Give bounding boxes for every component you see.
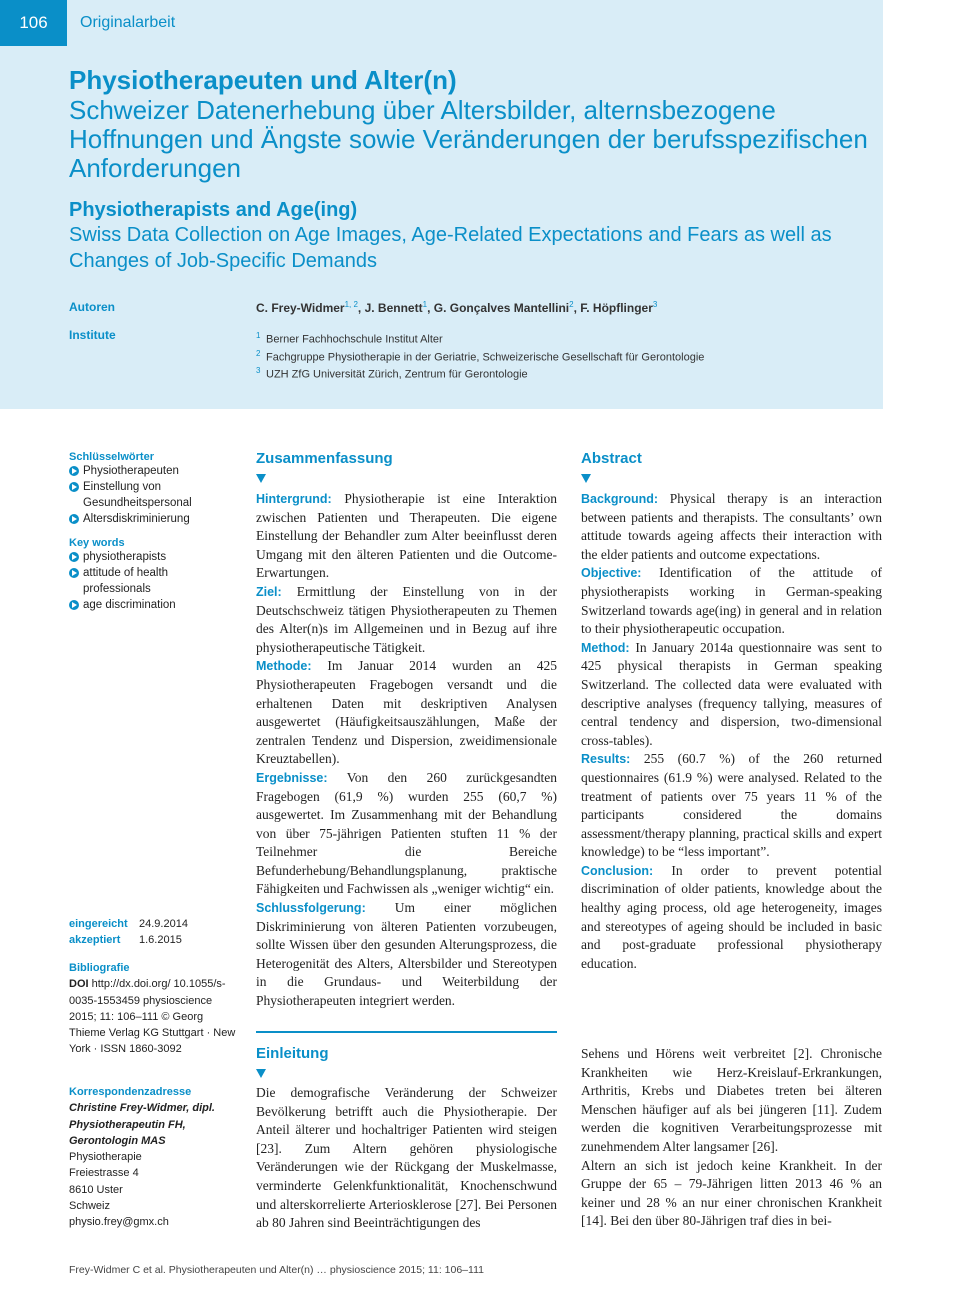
bibliography-text: http://dx.doi.org/ 10.1055/s-0035-1553459 physioscience 2015; 11: 106–111 © Georg Thieme Verlag KG Stuttgart · New York · ISSN 1860-3092 xyxy=(69,978,236,1056)
keywords-de-list xyxy=(69,463,224,527)
dates-block xyxy=(69,916,229,949)
author-name: F. Höpflinger xyxy=(580,301,653,315)
abstract-paragraph: Ziel: Ermittlung der Einstellung von in der Deutschschweiz tätigen Physiotherapeuten zu Themen des Alter(n)s im Allgemeinen und in Bezug auf ihre physiotherapeutische Tätigkeit. xyxy=(256,583,557,655)
author-affiliation: 3 xyxy=(652,300,658,309)
title-german: Physiotherapeuten und Alter(n) xyxy=(69,65,457,95)
abstract-section xyxy=(581,450,882,973)
institute-item: $^1$ Berner Fachhochschule Institut Alter xyxy=(256,331,443,346)
abstract-paragraph: Methode: Im Januar 2014 wurden an 425 Physiotherapeuten Fragebogen versandt und die erhaltenen Daten mit deskriptiven Analysen ausgewertet (Häufigkeitsauszählungen, Maße der zentralen Tendenz und Dispersion, zweidimensionale Kreuztabellen). xyxy=(256,658,557,767)
triangle-down-icon xyxy=(256,474,266,483)
author-name: G. Gonçalves Mantellini xyxy=(433,301,570,315)
body-paragraph: Sehens und Hörens weit verbreitet [2]. Chronische Krankheiten wie Herz-Kreislauf-Erkrankungen, Arthritis, Krebs und Diabetes treten bei älteren Menschen häufiger auf als bei jüngeren [11]. Zudem werden die kognitiven Verarbeitungsprozesse mit zunehmendem Alter langsamer [26]. xyxy=(581,1046,882,1154)
keywords-en-heading: Key words xyxy=(69,537,125,549)
author-affiliation: 1 xyxy=(422,300,428,309)
bullet-arrow-icon xyxy=(69,600,79,610)
keyword-item: physiotherapists xyxy=(69,549,224,565)
bullet-arrow-icon xyxy=(69,552,79,562)
einleitung-continued xyxy=(581,1045,882,1231)
keywords-block xyxy=(69,451,224,613)
address-line: Schweiz xyxy=(69,1200,110,1213)
address-line: Physiotherapie xyxy=(69,1151,142,1164)
address-line: 8610 Uster xyxy=(69,1183,123,1196)
institute-list xyxy=(256,329,704,382)
body-paragraph: Die demografische Veränderung der Schweizer Bevölkerung betrifft auch die Physiotherapie. Der Anteil älterer und hochaltriger Patienten wird steigen [23]. Zum Altern gehören physiologische Veränderungen wie der Rückgang der Muskelmasse, verminderte Gelenkfunktionalität, Knochenschwund und alterskorrelierte Arteriosklerose [27]. Bei Personen ab 80 Jahren sind Beeinträchtigungen des xyxy=(256,1085,557,1231)
keyword-item: Altersdiskriminierung xyxy=(69,511,224,527)
abstract-paragraph: Conclusion: In order to prevent potential discrimination of older patients, knowledge about the healthy aging process, old age heterogeneity, images and stereotypes of ageing should be included in basic and post-graduate professional physiotherapy education. xyxy=(581,862,882,971)
keyword-item: Einstellung von Gesundheitspersonal xyxy=(69,479,224,511)
abstract-paragraph: Ergebnisse: Von den 260 zurückgesandten Fragebogen (61,9 %) wurden 255 (60,7 %) ausgewertet. Im Zusammenhang mit der Behandlung von über 75-jährigen Patienten stuften 11 % der Teilnehmer die Bereiche Befunderhebung/Behandlungsplanung, praktische Fähigkeiten und Fachwissen als „weniger wichtig“ ein. xyxy=(256,769,557,897)
keyword-item: age discrimination xyxy=(69,597,224,613)
section-label: Originalarbeit xyxy=(80,14,176,31)
abstract-paragraph: Schlussfolgerung: Um einer möglichen Diskriminierung von älteren Patienten vorzubeugen, sollte Wissen über den gesunden Alterungsprozess, die Heterogenität des Alters, Altersbilder und Stereotypen in die Grundaus- und Weiterbildung der Physiotherapeuten integriert werden. xyxy=(256,900,557,1009)
authors-label: Autoren xyxy=(69,300,115,314)
email-address: physio.frey@gmx.ch xyxy=(69,1216,169,1229)
author-affiliation: 2 xyxy=(569,300,574,309)
section-divider xyxy=(256,1031,557,1033)
author-name: J. Bennett xyxy=(364,301,423,315)
zusammenfassung-heading: Zusammenfassung xyxy=(256,450,393,467)
abstract-paragraph: Results: 255 (60.7 %) of the 260 returned questionnaires (61.9 %) were analysed. Related to the treatment of patients over 75 years 11 % of the participants considered the domains assessment/therapy planning, practical skills and expert knowledge) to be “less important”. xyxy=(581,751,882,860)
received-date: 24.9.2014 xyxy=(139,918,188,930)
page-footer: Frey-Widmer C et al. Physiotherapeuten und Alter(n) … physioscience 2015; 11: 106–111 xyxy=(69,1264,484,1276)
author-list: C. Frey-Widmer$^{1, 2}$, J. Bennett$^1$, G. Gonçalves Mantellini$^2$, F. Höpflinger$^3$ xyxy=(256,300,658,315)
title-english: Physiotherapists and Age(ing) xyxy=(69,199,358,221)
triangle-down-icon xyxy=(581,474,591,483)
subtitle-german: Schweizer Datenerhebung über Altersbilder, alternsbezogene Hoffnungen und Ängste sowie Veränderungen der berufsspezifischen Anforderungen xyxy=(69,95,868,183)
accepted-date: 1.6.2015 xyxy=(139,934,182,947)
address-line: Freiestrasse 4 xyxy=(69,1167,139,1180)
abstract-paragraph: Objective: Identification of the attitude of physiotherapists working in German-speaking Switzerland towards age(ing) in general and in relation to their physiotherapeutic occupation. xyxy=(581,565,882,637)
bullet-arrow-icon xyxy=(69,482,79,492)
institute-item: $^2$ Fachgruppe Physiotherapie in der Geriatrie, Schweizerische Gesellschaft für Gerontologie xyxy=(256,348,705,364)
keyword-item: attitude of health professionals xyxy=(69,565,224,597)
bibliography-block xyxy=(69,960,237,1058)
institute-item: $^3$ UZH ZfG Universität Zürich, Zentrum für Gerontologie xyxy=(256,366,528,381)
correspondence-heading: Korrespondenzadresse xyxy=(69,1086,192,1098)
einleitung-heading: Einleitung xyxy=(256,1045,329,1062)
subtitle-english: Swiss Data Collection on Age Images, Age-Related Expectations and Fears as well as Changes of Job-Specific Demands xyxy=(69,224,832,272)
keywords-de-heading: Schlüsselwörter xyxy=(69,451,154,463)
doi-label: DOI xyxy=(69,978,89,991)
received-label: eingereicht xyxy=(69,918,128,930)
triangle-down-icon xyxy=(256,1069,266,1078)
body-paragraph: Altern an sich ist jedoch keine Krankheit. In der Gruppe der 65 – 79-Jährigen litten 2013 46 % an keiner und 28 % an nur einer chronischen Krankheit [14]. Bei den über 80-Jährigen traf dies in bei- xyxy=(581,1157,882,1229)
correspondence-name: Christine Frey-Widmer, dipl. Physiotherapeutin FH, Gerontologin MAS xyxy=(69,1102,215,1147)
bullet-arrow-icon xyxy=(69,514,79,524)
einleitung-section xyxy=(256,1045,557,1233)
correspondence-block xyxy=(69,1084,234,1231)
keyword-item: Physiotherapeuten xyxy=(69,463,224,479)
abstract-paragraph: Method: In January 2014a questionnaire was sent to 425 physical therapists in German speaking Switzerland. The collected data were evaluated with descriptive analyses (frequency tallying, measures of central tendency and dispersion, two-dimensional cross-tables). xyxy=(581,639,882,748)
accepted-label: akzeptiert xyxy=(69,934,121,947)
bibliography-heading: Bibliografie xyxy=(69,962,130,974)
abstract-paragraph: Hintergrund: Physiotherapie ist eine Interaktion zwischen Patienten und Therapeuten. Die eigene Einstellung der Behandler zum Alter beeinflusst deren Umgang mit den älteren Patienten und die Outcome-Erwartungen. xyxy=(256,491,557,581)
author-affiliation: 1, 2 xyxy=(344,300,358,309)
bullet-arrow-icon xyxy=(69,568,79,578)
institutes-label: Institute xyxy=(69,328,116,342)
abstract-paragraph: Background: Physical therapy is an interaction between patients and therapists. The consultants’ own attitude towards ageing affects their interaction with the elder patients and outcome expectations. xyxy=(581,491,882,562)
keywords-en-list xyxy=(69,549,224,613)
page-number: 106 xyxy=(0,0,67,46)
bullet-arrow-icon xyxy=(69,466,79,476)
abstract-heading: Abstract xyxy=(581,450,642,467)
author-name: C. Frey-Widmer xyxy=(256,301,345,315)
zusammenfassung-section xyxy=(256,450,557,1011)
